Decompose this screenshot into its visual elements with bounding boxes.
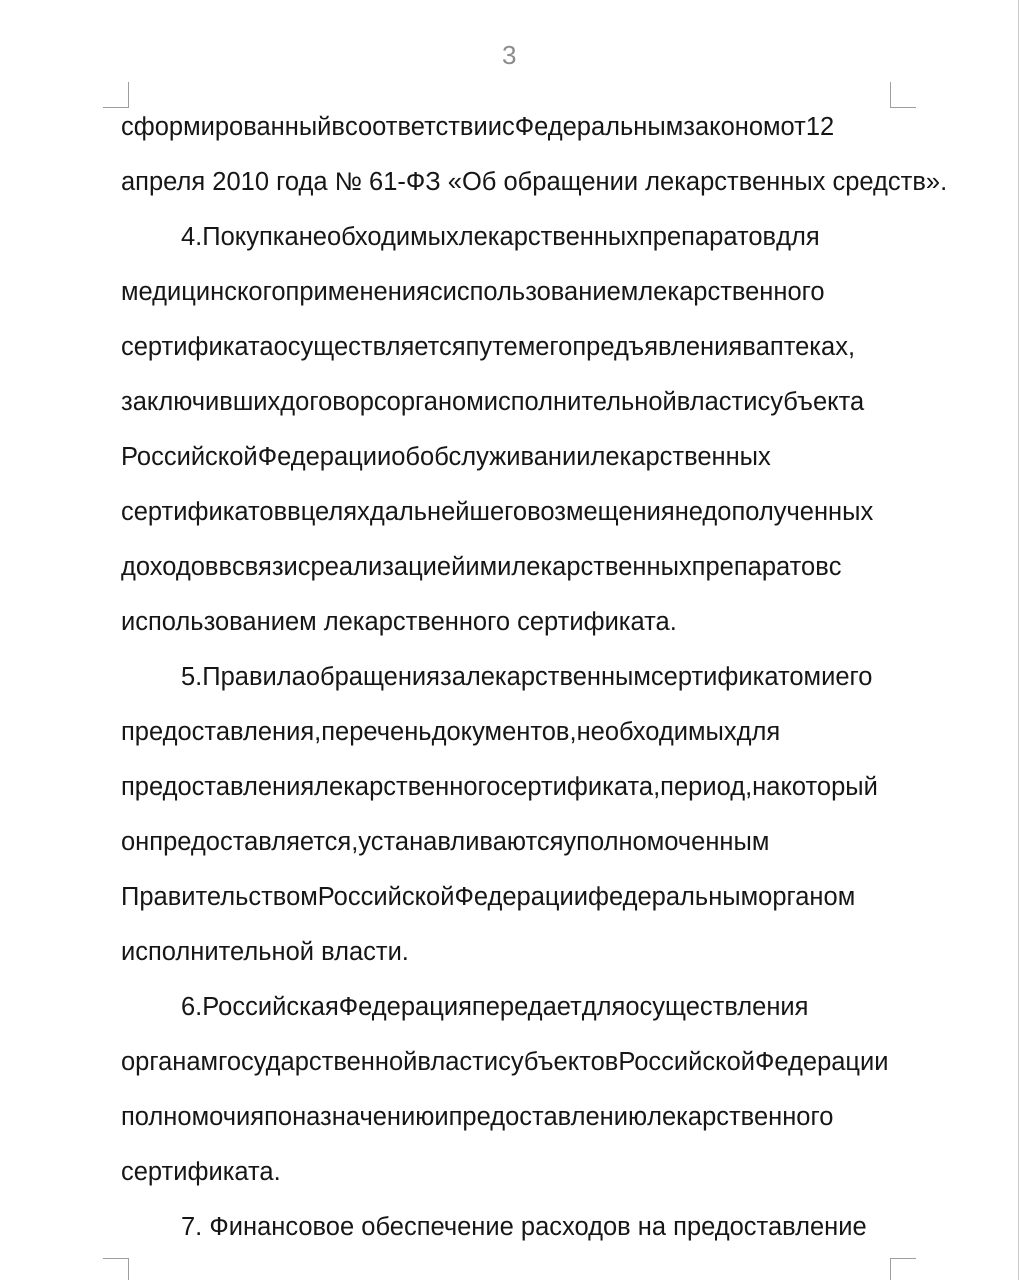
word: его (535, 333, 573, 361)
word: и (821, 663, 836, 691)
word: Правила (202, 663, 306, 691)
word: лекарственных (511, 553, 692, 581)
text-line (121, 760, 897, 815)
word: исполнительной (483, 388, 677, 416)
word: в (287, 498, 301, 526)
word: для (581, 993, 626, 1021)
word: дальнейшего (369, 498, 528, 526)
word: для (776, 223, 820, 251)
word: осуществляется (273, 333, 466, 361)
text-line: апреля 2010 года № 61-ФЗ «Об обращении лекарственных средств». (121, 168, 948, 196)
word: сертификата (121, 333, 274, 361)
word: препаратов (639, 223, 777, 251)
word: лекарственных (458, 223, 639, 251)
word: Федерации (454, 883, 588, 911)
word: осуществления (625, 993, 809, 1021)
word: уполномоченным (563, 828, 770, 856)
word: с (429, 278, 443, 306)
word: субъекта (757, 388, 865, 416)
word: аптеках, (755, 333, 856, 361)
word: предоставлению (448, 1103, 648, 1131)
word: реализацией (310, 553, 466, 581)
word: полномочия (121, 1103, 265, 1131)
word: Федерации (257, 443, 392, 471)
word: лекарственного (647, 1103, 834, 1131)
word: 5. (181, 663, 203, 691)
word: лекарственным (465, 663, 651, 691)
word: медицинского (121, 278, 286, 306)
text-line (121, 265, 897, 320)
text-line: сертификата. (121, 1158, 281, 1186)
word: сертификатов (121, 498, 288, 526)
word: предоставления (121, 773, 315, 801)
word: за (440, 663, 466, 691)
word: 4. (181, 223, 203, 251)
word: 12 (805, 113, 835, 141)
word: устанавливаются (358, 828, 564, 856)
word: для (736, 718, 781, 746)
word: он (121, 828, 150, 856)
word: связи (232, 553, 298, 581)
text-line (121, 375, 897, 430)
word: и (434, 1103, 449, 1131)
word: препаратов (691, 553, 829, 581)
word: Покупка (202, 223, 299, 251)
word: необходимых (576, 718, 737, 746)
word: в (331, 113, 345, 141)
paragraph (121, 980, 897, 1200)
word: сертификата, (500, 773, 661, 801)
text-line (121, 870, 897, 925)
crop-mark-bottom-right-icon (890, 1258, 916, 1280)
word: органам (121, 1048, 219, 1076)
word: обращения (305, 663, 440, 691)
word: законом (683, 113, 781, 141)
word: ими (465, 553, 512, 581)
word: Российская (202, 993, 339, 1021)
word: сертификатом (650, 663, 822, 691)
text-line (121, 485, 897, 540)
text-line (121, 210, 897, 265)
word: недополученных (674, 498, 874, 526)
word: документов, (431, 718, 577, 746)
paragraph (121, 210, 897, 650)
word: Федерация (338, 993, 472, 1021)
word: органом (758, 883, 856, 911)
word: лекарственного (314, 773, 501, 801)
word: доходов (121, 553, 219, 581)
text-line (121, 705, 897, 760)
word: назначению (292, 1103, 435, 1131)
crop-mark-bottom-left-icon (103, 1258, 129, 1280)
word: обслуживании (420, 443, 591, 471)
word: соответствии (344, 113, 502, 141)
text-line (121, 815, 897, 870)
text-line: 7. Финансовое обеспечение расходов на предоставление (181, 1213, 867, 1241)
paragraph (121, 650, 897, 980)
document-body (121, 100, 948, 1255)
word: органом (386, 388, 484, 416)
text-line (121, 430, 897, 485)
word: использованием (442, 278, 639, 306)
word: лекарственных (590, 443, 771, 471)
word: применения (285, 278, 430, 306)
text-line: исполнительной власти. (121, 938, 409, 966)
word: передает (471, 993, 582, 1021)
word: предоставляется, (149, 828, 359, 856)
text-line: использованием лекарственного сертификата. (121, 608, 677, 636)
text-line (121, 100, 897, 155)
word: Федерации (755, 1048, 889, 1076)
text-line (121, 320, 897, 375)
word: власти (417, 1048, 499, 1076)
word: необходимых (298, 223, 459, 251)
word: целях (300, 498, 370, 526)
word: договор (280, 388, 374, 416)
word: с (297, 553, 311, 581)
text-line (121, 540, 897, 595)
word: федеральным (588, 883, 759, 911)
word: Правительством (121, 883, 318, 911)
word: с (828, 553, 842, 581)
text-line (121, 1035, 897, 1090)
word: лекарственного (638, 278, 825, 306)
word: перечень (321, 718, 432, 746)
word: власти (676, 388, 758, 416)
text-line (121, 980, 897, 1035)
text-line (121, 1090, 897, 1145)
word: предъявления (572, 333, 743, 361)
word: его (835, 663, 873, 691)
word: Федеральным (514, 113, 684, 141)
word: период, (660, 773, 753, 801)
word: с (373, 388, 387, 416)
word: сформированный (121, 113, 332, 141)
paragraph (121, 100, 948, 210)
word: Российской (618, 1048, 755, 1076)
word: путем (465, 333, 536, 361)
word: государственной (218, 1048, 418, 1076)
word: который (780, 773, 878, 801)
word: на (752, 773, 781, 801)
word: в (218, 553, 233, 581)
word: Российской (121, 443, 258, 471)
word: в (742, 333, 756, 361)
word: от (780, 113, 806, 141)
page-number: 3 (502, 40, 517, 70)
word: возмещения (527, 498, 675, 526)
word: предоставления, (121, 718, 322, 746)
word: 6. (181, 993, 203, 1021)
word: субъектов (498, 1048, 619, 1076)
word: заключивших (121, 388, 281, 416)
word: Российской (317, 883, 455, 911)
word: с (501, 113, 515, 141)
word: об (391, 443, 421, 471)
word: по (264, 1103, 293, 1131)
paragraph (121, 1200, 897, 1255)
text-line (121, 650, 897, 705)
